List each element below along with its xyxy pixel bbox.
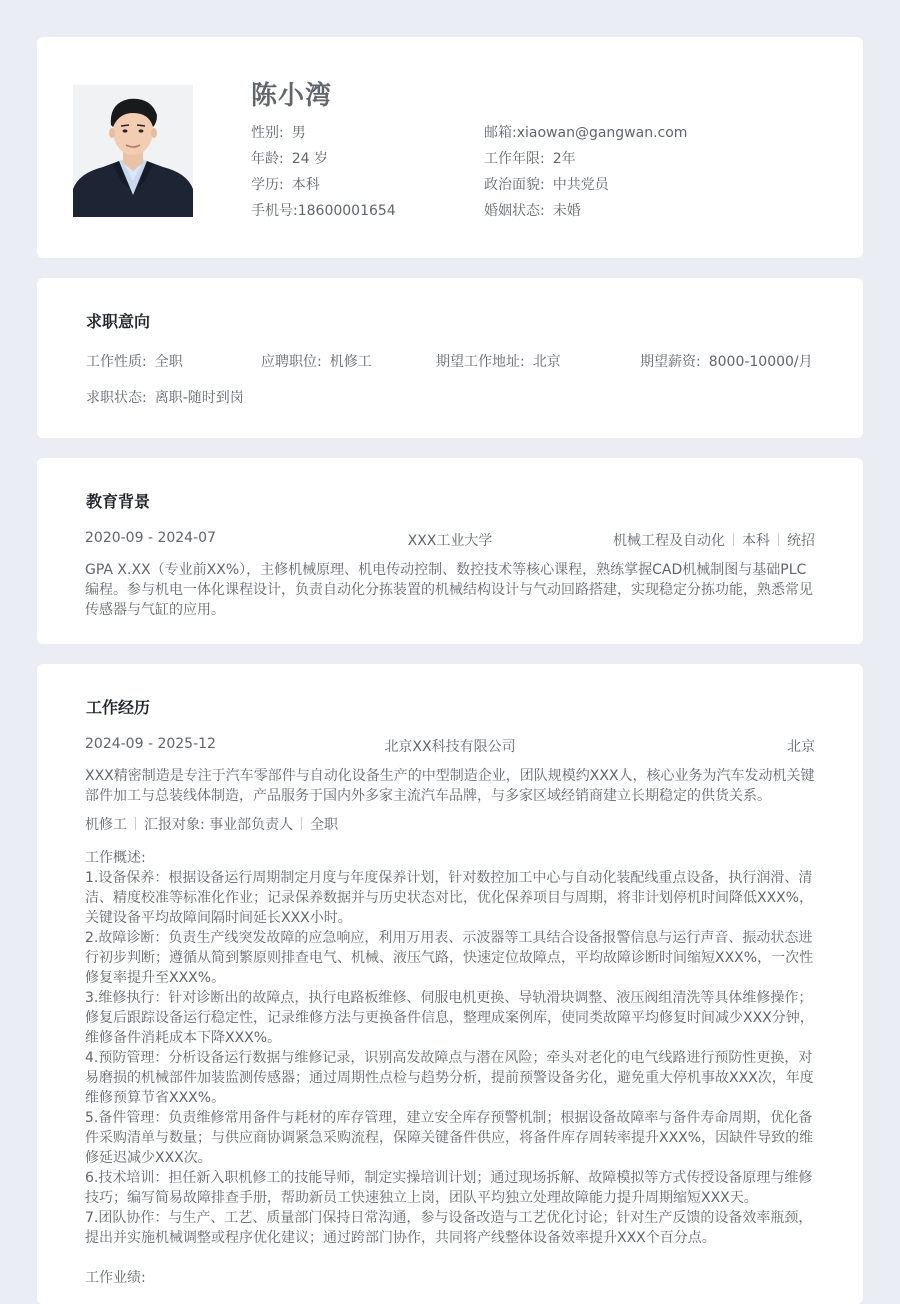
age-value: 24 岁 xyxy=(291,151,328,167)
avatar xyxy=(73,85,193,217)
email-value: xiaowan@gangwan.com xyxy=(516,125,688,141)
work-type-label: 工作性质: xyxy=(86,354,147,370)
education-row xyxy=(251,174,320,194)
phone-value: 18600001654 xyxy=(297,203,396,219)
enrollment-type: 统招 xyxy=(787,533,815,549)
salary-row xyxy=(640,351,813,371)
duty-item: 6.技术培训：担任新入职机修工的技能导师，制定实操培训计划；通过现场拆解、故障模拟等方式传授设备原理与维修技巧；编写简易故障排查手册，帮助新员工快速独立上岗，团队平均独立处理故障能力提升周期缩短XXX天。 xyxy=(85,1170,813,1206)
candidate-name: 陈小湾 xyxy=(251,81,333,111)
age-row xyxy=(251,148,328,168)
gender-label: 性别: xyxy=(251,125,284,141)
work-period: 2024-09 - 2025-12 xyxy=(85,736,216,752)
education-description: GPA X.XX（专业前XX%），主修机械原理、机电传动控制、数控技术等核心课程，熟练掌握CAD机械制图与基础PLC编程。参与机电一体化课程设计，负责自动化分拣装置的机械结构设计与气动回路搭建，实现稳定分拣功能，熟悉常见传感器与气缸的应用。 xyxy=(85,562,813,618)
location-label: 期望工作地址: xyxy=(436,354,525,370)
section-title-intent: 求职意向 xyxy=(86,312,151,331)
political-value: 中共党员 xyxy=(552,177,609,193)
education-period: 2020-09 - 2024-07 xyxy=(85,530,216,546)
email-row xyxy=(484,122,687,142)
email-label: 邮箱: xyxy=(484,125,517,141)
profile-card xyxy=(37,37,863,258)
phone-row xyxy=(251,200,396,220)
work-city: 北京 xyxy=(787,739,815,755)
job-intent-card xyxy=(37,278,863,438)
job-type: 全职 xyxy=(310,817,339,833)
duty-item: 2.故障诊断：负责生产线突发故障的应急响应，利用万用表、示波器等工具结合设备报警信息与运行声音、振动状态进行初步判断；遵循从简到繁原则排查电气、机械、液压气路，快速定位故障点，平均故障诊断时间缩短XXX%，一次性修复率提升至XXX%。 xyxy=(85,930,814,986)
years-row xyxy=(484,148,576,168)
overview-label: 工作概述: xyxy=(85,850,146,866)
education-card xyxy=(37,458,863,644)
political-label: 政治面貌: xyxy=(484,177,545,193)
company-name: 北京XX科技有限公司 xyxy=(384,739,516,755)
divider xyxy=(301,817,302,830)
duty-item: 7.团队协作：与生产、工艺、质量部门保持日常沟通，参与设备改造与工艺优化讨论；针对生产反馈的设备效率瓶颈，提出并实施机械调整或程序优化建议；通过跨部门协作，共同将产线整体设备效率提升XXX个百分点。 xyxy=(85,1210,813,1246)
status-label: 求职状态: xyxy=(86,390,147,406)
section-title-education: 教育背景 xyxy=(86,492,151,511)
location-value: 北京 xyxy=(532,354,561,370)
portrait-image xyxy=(73,85,193,217)
marital-row xyxy=(484,200,581,220)
gender-value: 男 xyxy=(291,125,306,141)
degree: 本科 xyxy=(742,533,770,549)
political-row xyxy=(484,174,609,194)
status-row xyxy=(86,387,244,407)
age-label: 年龄: xyxy=(251,151,284,167)
divider xyxy=(733,533,734,546)
duty-item: 1.设备保养：根据设备运行周期制定月度与年度保养计划，针对数控加工中心与自动化装配线重点设备，执行润滑、清洁、精度校准等标准化作业；记录保养数据并与历史状态对比，优化保养项目与周期，将非计划停机时间降低XXX%，关键设备平均故障间隔时间延长XXX小时。 xyxy=(85,870,814,926)
company-description: XXX精密制造是专注于汽车零部件与自动化设备生产的中型制造企业，团队规模约XXX人，核心业务为汽车发动机关键部件加工与总装线体制造，产品服务于国内外多家主流汽车品牌，与多家区域经销商建立长期稳定的供货关系。 xyxy=(85,768,815,804)
education-details xyxy=(613,530,815,550)
achievement-label: 工作业绩: xyxy=(85,1270,146,1286)
work-experience-card xyxy=(37,664,863,1304)
work-type-row xyxy=(86,351,183,371)
location-row xyxy=(436,351,561,371)
duty-item: 3.维修执行：针对诊断出的故障点，执行电路板维修、伺服电机更换、导轨滑块调整、液压阀组清洗等具体维修操作；修复后跟踪设备运行稳定性，记录维修方法与更换备件信息，整理成案例库，使同类故障平均修复时间减少XXX分钟，维修备件消耗成本下降XXX%。 xyxy=(85,990,814,1046)
years-label: 工作年限: xyxy=(484,151,545,167)
gender-row xyxy=(251,122,306,142)
job-meta xyxy=(85,814,338,834)
salary-value: 8000-10000/月 xyxy=(708,354,813,370)
duty-item: 5.备件管理：负责维修常用备件与耗材的库存管理，建立安全库存预警机制；根据设备故障率与备件寿命周期，优化备件采购清单与数量；与供应商协调紧急采购流程，保障关键备件供应，将备件库存周转率提升XXX%，因缺件导致的维修延迟减少XXX次。 xyxy=(85,1110,814,1166)
salary-label: 期望薪资: xyxy=(640,354,701,370)
work-type-value: 全职 xyxy=(154,354,183,370)
marital-label: 婚姻状态: xyxy=(484,203,545,219)
major: 机械工程及自动化 xyxy=(613,533,725,549)
phone-label: 手机号: xyxy=(251,203,298,219)
section-title-work: 工作经历 xyxy=(86,698,151,717)
school-name: XXX工业大学 xyxy=(407,533,493,549)
position-label: 应聘职位: xyxy=(261,354,322,370)
work-overview xyxy=(85,848,817,1288)
job-role: 机修工 xyxy=(85,817,127,833)
marital-value: 未婚 xyxy=(552,203,581,219)
education-value: 本科 xyxy=(291,177,320,193)
duty-item: 4.预防管理：分析设备运行数据与维修记录，识别高发故障点与潜在风险；牵头对老化的电气线路进行预防性更换，对易磨损的机械部件加装监测传感器；通过周期性点检与趋势分析，提前预警设备劣化，避免重大停机事故XXX次，年度维修预算节省XXX%。 xyxy=(85,1050,814,1106)
position-value: 机修工 xyxy=(329,354,372,370)
status-value: 离职-随时到岗 xyxy=(154,390,244,406)
report-to: 汇报对象: 事业部负责人 xyxy=(144,817,294,833)
divider xyxy=(778,533,779,546)
position-row xyxy=(261,351,372,371)
years-value: 2年 xyxy=(552,151,576,167)
divider xyxy=(135,817,136,830)
education-label: 学历: xyxy=(251,177,284,193)
